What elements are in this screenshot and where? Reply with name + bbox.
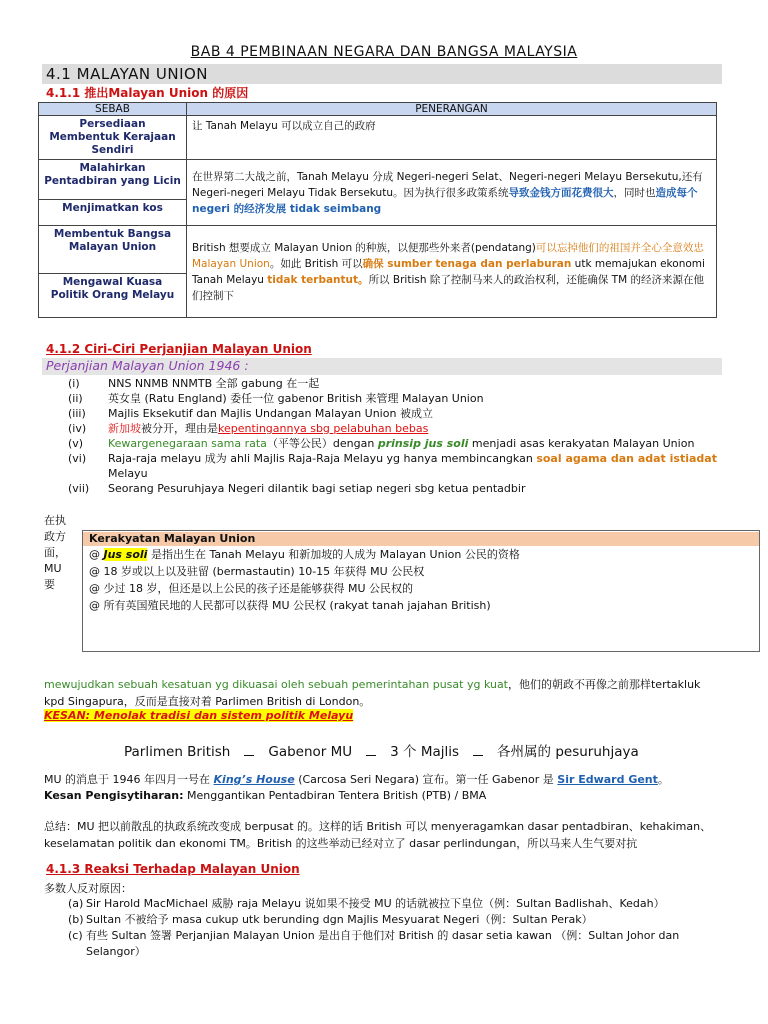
kesan-label: Kesan Pengisytiharan:	[44, 789, 184, 802]
item-number: (iv)	[68, 422, 87, 435]
desc-text: British 想要成立 Malayan Union 的种族，以便那些外来者(pendatang)	[192, 241, 536, 254]
treaty-heading: Perjanjian Malayan Union 1946 :	[46, 358, 249, 373]
box-line: @ 少过 18 岁，但还是以上公民的孩子还是能够获得 MU 公民权的	[89, 582, 414, 595]
arrow-icon	[366, 751, 376, 756]
subheading-4-1-3: 4.1.3 Reaksi Terhadap Malayan Union	[46, 862, 300, 876]
item-text: Raja-raja melayu 成为 ahli Majlis Raja-Raja Melayu yg hanya membincangkan	[108, 452, 537, 465]
paragraph-central-gov	[44, 676, 724, 710]
desc-cell	[187, 160, 717, 226]
treaty-list	[68, 376, 728, 496]
bullet: @	[89, 548, 104, 561]
desc-text: 所以 British 除了控制马来人的政治权利，还能确保 TM 的经济来源在他们控制下	[192, 273, 704, 302]
paragraph-announcement	[44, 772, 734, 788]
desc-cell: 让 Tanah Melayu 可以成立自己的政府	[187, 116, 717, 160]
sebab-cell: Membentuk Bangsa Malayan Union	[39, 226, 187, 274]
flow-step: 3 个 Majlis	[390, 744, 460, 760]
kesan-line	[44, 709, 353, 722]
sebab-cell: Mengawal Kuasa Politik Orang Melayu	[39, 274, 187, 318]
desc-highlight: 造成每个 negeri 的经济发展 tidak seimbang	[192, 186, 698, 215]
para-text: Menggantikan Pentadbiran Tentera British (PTB) / BMA	[183, 789, 487, 802]
item-text: 新加坡	[108, 422, 141, 435]
box-line	[83, 546, 759, 563]
item-number: (b)	[68, 913, 84, 926]
box-heading: Kerakyatan Malayan Union	[83, 532, 759, 546]
para-text: ，他们的朝政不再像之前那样tertakluk kpd Singapura，反而是直接对着 Parlimen British di London。	[44, 678, 701, 708]
item-text: 英女皇 (Ratu England) 委任一位 gabenor British 来管理 Malayan Union	[108, 392, 484, 405]
item-text: Melayu	[108, 467, 148, 480]
reasons-list	[68, 896, 724, 960]
reasons-table	[38, 102, 717, 318]
col-header-sebab: SEBAB	[39, 103, 187, 116]
box-line: @ 18 岁或以上以及驻留 (bermastautin) 10-15 年获得 MU 公民权	[89, 565, 425, 578]
desc-highlight: 导致金钱方面花费很大	[508, 186, 614, 199]
list-item	[68, 406, 728, 421]
item-number: (iii)	[68, 407, 86, 420]
item-text: soal agama dan adat istiadat	[536, 452, 717, 465]
item-text: Seorang Pesuruhjaya Negeri dilantik bagi setiap negeri sbg ketua pentadbir	[108, 482, 526, 495]
item-text: （平等公民）dengan	[266, 437, 378, 450]
item-number: (v)	[68, 437, 84, 450]
item-text: kepentingannya sbg pelabuhan bebas	[218, 422, 429, 435]
sebab-cell: Malahirkan Pentadbiran yang Licin	[39, 160, 187, 200]
item-number: (c)	[68, 929, 83, 942]
arrow-icon	[244, 751, 254, 756]
item-text: 被分开，理由是	[141, 422, 218, 435]
item-number: (i)	[68, 377, 80, 390]
item-text: menjadi asas kerakyatan Malayan Union	[468, 437, 695, 450]
list-item	[68, 896, 724, 912]
item-number: (vii)	[68, 482, 90, 495]
item-text: prinsip jus soli	[377, 437, 469, 450]
sebab-cell: Persediaan Membentuk Kerajaan Sendiri	[39, 116, 187, 160]
item-text: Sir Harold MacMichael 威胁 raja Melayu 说如果不接受 MU 的话就被拉下皇位（例：Sultan Badlishah、Kedah）	[86, 897, 665, 910]
flow-step: Gabenor MU	[268, 744, 353, 760]
list-item	[68, 451, 728, 481]
item-text: 有些 Sultan 签署 Perjanjian Malayan Union 是出自于他们对 British 的 dasar setia kawan （例：Sultan Johor dan Selangor）	[86, 929, 680, 958]
desc-text: 。如此 British 可以	[269, 257, 363, 270]
item-number: (vi)	[68, 452, 87, 465]
item-text: NNS NNMB NNMTB 全部 gabung 在一起	[108, 377, 320, 390]
desc-highlight: 可以忘掉他们的祖国并全心全意效忠 Malayan Union	[192, 241, 704, 270]
subheading-4-1-1: 4.1.1 推出Malayan Union 的原因	[46, 86, 249, 100]
item-text: Kewargenegaraan sama rata	[108, 437, 267, 450]
jus-soli-highlight: Jus soli	[103, 548, 148, 561]
page-title: BAB 4 PEMBINAAN NEGARA DAN BANGSA MALAYSIA	[190, 44, 578, 60]
side-note: 在执政方面，MU要	[44, 514, 66, 591]
item-number: (a)	[68, 897, 84, 910]
item-text: Sultan 不被给予 masa cukup utk berunding dgn Majlis Mesyuarat Negeri（例：Sultan Perak）	[86, 913, 593, 926]
desc-text: ，同时也	[613, 186, 656, 199]
list-item	[68, 421, 728, 436]
kesan-text: KESAN: Menolak tradisi dan sistem politik Melayu	[44, 709, 354, 722]
para-highlight: mewujudkan sebuah kesatuan yg dikuasai oleh sebuah pemerintahan pusat yg kuat	[44, 678, 508, 691]
flow-step: Parlimen British	[124, 744, 231, 760]
list-item	[68, 912, 724, 928]
list-item	[68, 481, 728, 496]
edward-gent-link[interactable]: Sir Edward Gent	[557, 773, 658, 786]
col-header-penerangan: PENERANGAN	[187, 103, 717, 116]
list-item	[68, 391, 728, 406]
flow-step: 各州属的 pesuruhjaya	[497, 744, 639, 760]
list-item	[68, 436, 728, 451]
list-item	[68, 376, 728, 391]
list-item	[68, 928, 724, 960]
para-text: 。	[657, 773, 669, 786]
desc-cell	[187, 226, 717, 318]
desc-text: 在世界第二大战之前，Tanah Melayu 分成 Negeri-negeri Selat、Negeri-negeri Melayu Bersekutu,还有 Negeri-negeri Melayu Tidak Bersekutu。因为执行很多政策系统	[192, 170, 703, 199]
sebab-cell: Menjimatkan kos	[39, 200, 187, 226]
treaty-heading-bar	[42, 358, 722, 375]
box-text: 是指出生在 Tanah Melayu 和新加坡的人成为 Malayan Union 公民的资格	[147, 548, 520, 561]
hierarchy-flow	[124, 740, 639, 760]
section-heading-4-1: 4.1 MALAYAN UNION	[42, 64, 722, 84]
para-text: MU 的消息于 1946 年四月一号在	[44, 773, 214, 786]
desc-text: utk memajukan ekonomi Tanah Melayu	[192, 257, 705, 286]
desc-highlight: tidak terbantut。	[267, 273, 369, 286]
paragraph-kesan	[44, 788, 734, 804]
citizenship-box	[82, 530, 760, 652]
subheading-4-1-2: 4.1.2 Ciri-Ciri Perjanjian Malayan Union	[46, 342, 312, 356]
paragraph-summary: 总结：MU 把以前散乱的执政系统改变成 berpusat 的。这样的话 British 可以 menyeragamkan dasar pentadbiran、kehakiman、keselamatan politik dan ekonomi TM。British 的这些举动已经对立了 dasar perlindungan，所以马来人生气要对抗	[44, 820, 712, 850]
item-text: Majlis Eksekutif dan Majlis Undangan Malayan Union 被成立	[108, 407, 433, 420]
desc-highlight: 确保 sumber tenaga dan perlaburan	[362, 257, 572, 270]
para-text: (Carcosa Seri Negara) 宣布。第一任 Gabenor 是	[294, 773, 558, 786]
item-number: (ii)	[68, 392, 83, 405]
box-line: @ 所有英国殖民地的人民都可以获得 MU 公民权 (rakyat tanah jajahan British)	[89, 599, 491, 612]
reasons-intro: 多数人反对原因：	[44, 882, 132, 895]
arrow-icon	[473, 751, 483, 756]
kings-house-link[interactable]: King’s House	[213, 773, 295, 786]
